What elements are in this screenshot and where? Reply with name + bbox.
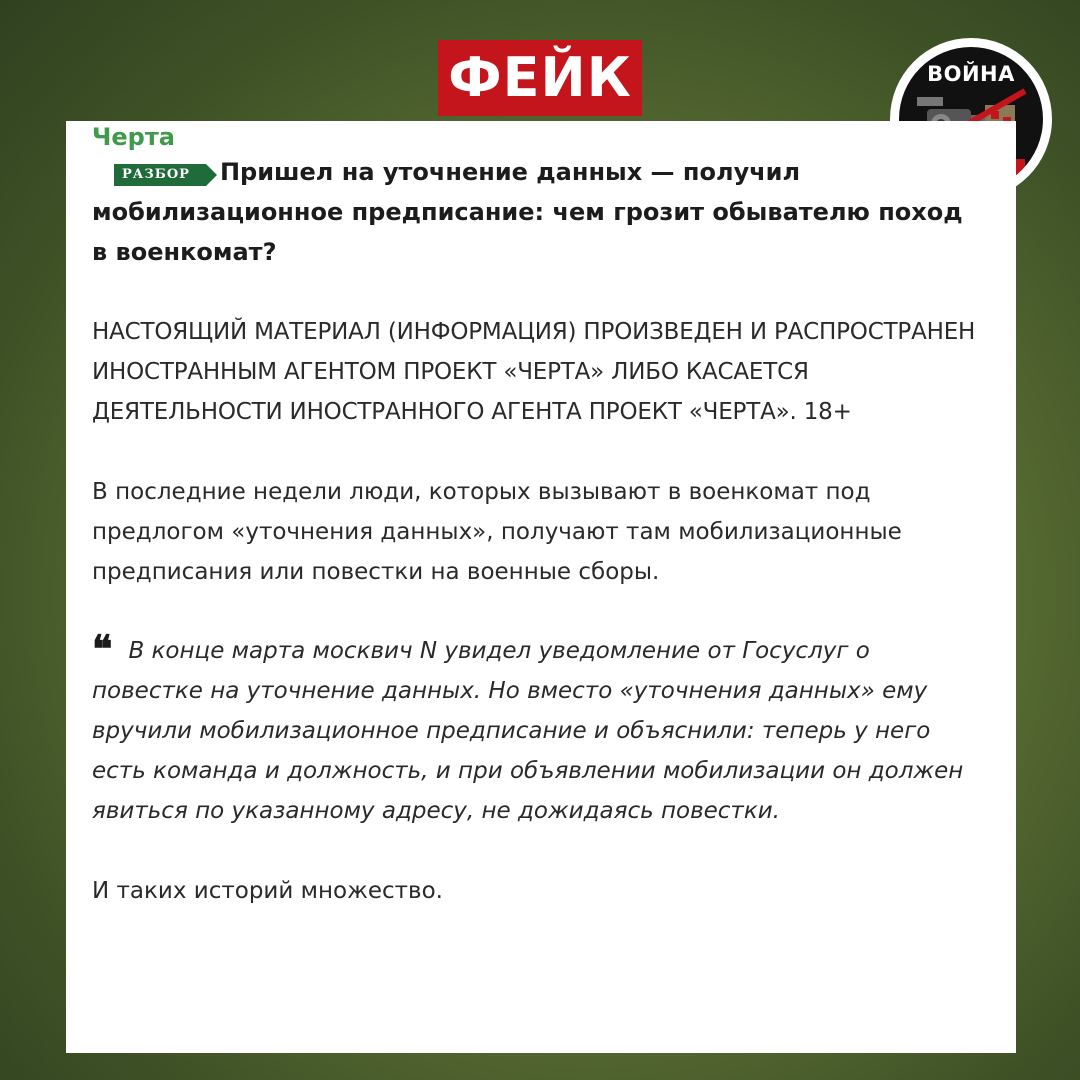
quote-icon: ❝ <box>92 626 113 671</box>
fake-label-badge: ФЕЙК <box>438 40 642 116</box>
razbor-tag: РАЗБОР <box>114 164 206 186</box>
headline-text: Пришел на уточнение данных — получил мобилизационное предписание: чем грозит обывателю поход в военкомат? <box>92 158 963 266</box>
intro-paragraph: В последние недели люди, которых вызывают в военкомат под предлогом «уточнения данных», получают там мобилизационные предписания или повестки на военные сборы. <box>92 479 902 585</box>
channel-name-link[interactable]: Черта <box>92 123 175 151</box>
closing-paragraph: И таких историй множество. <box>92 878 443 904</box>
quote-text: В конце марта москвич N увидел уведомление от Госуслуг о повестке на уточнение данных. Но вместо «уточнения данных» ему вручили мобилизационное предписание и объяснили: теперь у него есть команда и должность, и при объявлении мобилизации он должен явиться по указанному адресу, не дожидаясь повестки. <box>92 638 964 824</box>
foreign-agent-notice: НАСТОЯЩИЙ МАТЕРИАЛ (ИНФОРМАЦИЯ) ПРОИЗВЕДЕН И РАСПРОСТРАНЕН ИНОСТРАННЫМ АГЕНТОМ ПРОЕКТ «ЧЕРТА» ЛИБО КАСАЕТСЯ ДЕЯТЕЛЬНОСТИ ИНОСТРАННОГО АГЕНТА ПРОЕКТ «ЧЕРТА». 18+ <box>92 319 976 425</box>
quote-block <box>92 626 976 831</box>
post-card <box>66 121 1016 1053</box>
post-headline <box>92 152 976 272</box>
logo-top-text: ВОЙНА <box>927 62 1015 86</box>
